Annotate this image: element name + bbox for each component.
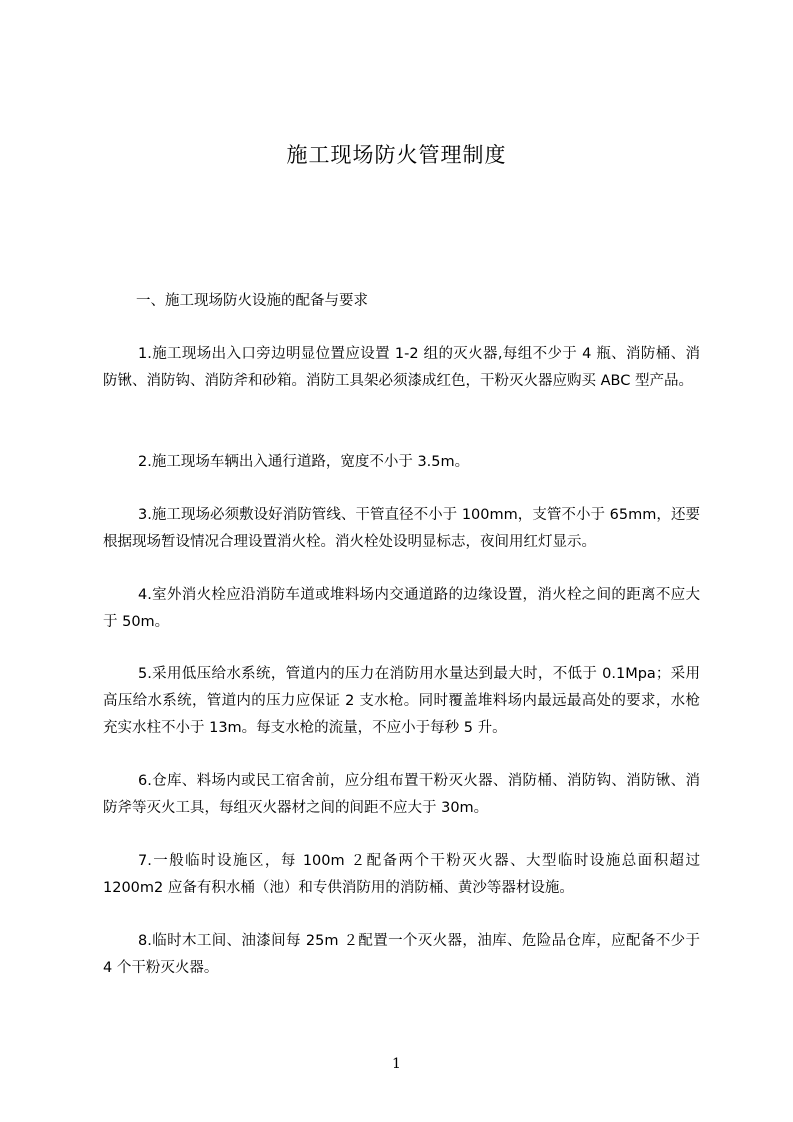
paragraph-7: 7.一般临时设施区，每 100m ２配备两个干粉灭火器、大型临时设施总面积超过 1200m2 应备有积水桶（池）和专供消防用的消防桶、黄沙等器材设施。 [103, 853, 700, 896]
page-number: 1 [392, 1056, 401, 1072]
paragraph-8: 8.临时木工间、油漆间每 25m ２配置一个灭火器，油库、危险品仓库，应配备不少于 4 个干粉灭火器。 [103, 933, 700, 976]
paragraph-3: 3.施工现场必须敷设好消防管线、干管直径不小于 100mm，支管不小于 65mm，还要根据现场暂设情况合理设置消火栓。消火栓处设明显标志，夜间用红灯显示。 [103, 507, 700, 550]
paragraph-5: 5.采用低压给水系统，管道内的压力在消防用水量达到最大时，不低于 0.1Mpa；采用高压给水系统，管道内的压力应保证 2 支水枪。同时覆盖堆料场内最远最高处的要求，水枪充实水柱不小于 13m。每支水枪的流量，不应小于每秒 5 升。 [103, 666, 700, 736]
paragraph-2: 2.施工现场车辆出入通行道路，宽度不小于 3.5m。 [138, 454, 470, 470]
paragraph-6: 6.仓库、料场内或民工宿舍前，应分组布置干粉灭火器、消防桶、消防钩、消防锹、消防斧等灭火工具，每组灭火器材之间的间距不应大于 30m。 [103, 773, 700, 816]
paragraph-4: 4.室外消火栓应沿消防车道或堆料场内交通道路的边缘设置，消火栓之间的距离不应大于 50m。 [103, 587, 700, 630]
paragraph-1: 1.施工现场出入口旁边明显位置应设置 1-2 组的灭火器,每组不少于 4 瓶、消防桶、消防锹、消防钩、消防斧和砂箱。消防工具架必须漆成红色，干粉灭火器应购买 ABC 型产品。 [103, 346, 700, 389]
section-heading: 一、施工现场防火设施的配备与要求 [136, 293, 368, 309]
document-title: 施工现场防火管理制度 [286, 143, 507, 167]
